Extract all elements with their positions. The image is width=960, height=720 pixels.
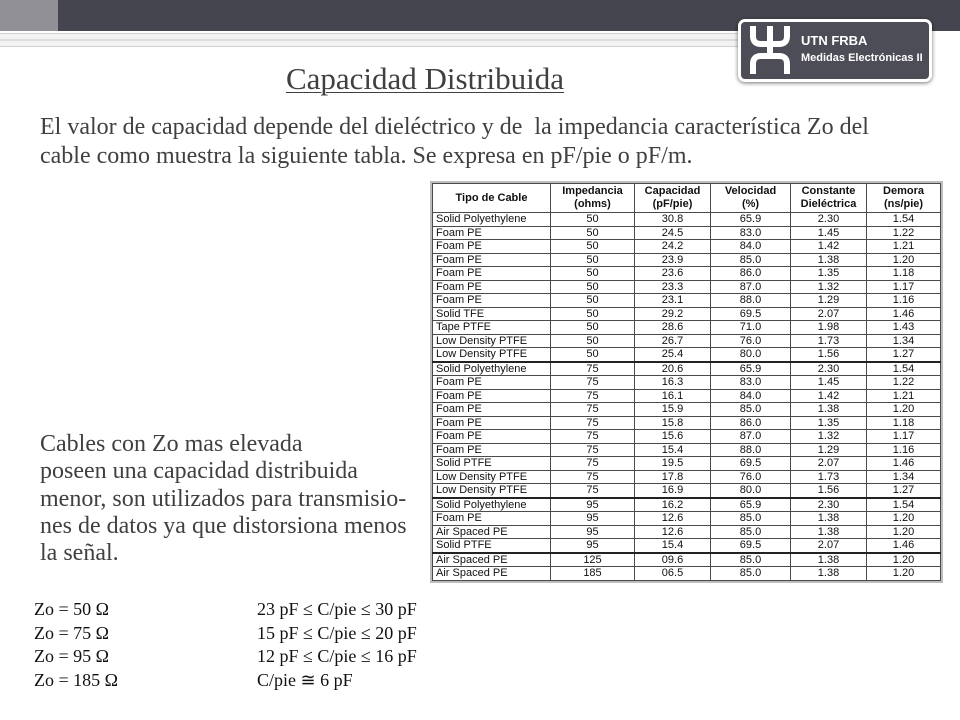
header-stripe-line — [0, 39, 742, 41]
cell-dielectric-constant: 1.42 — [791, 240, 867, 254]
cell-velocity: 86.0 — [711, 267, 791, 281]
cell-velocity: 80.0 — [711, 348, 791, 362]
table-row — [433, 525, 941, 539]
cell-velocity: 65.9 — [711, 498, 791, 512]
table-row — [433, 539, 941, 553]
cell-velocity: 85.0 — [711, 567, 791, 581]
cell-cable-type: Solid PTFE — [433, 539, 551, 553]
cell-impedance: 95 — [551, 525, 635, 539]
cell-delay: 1.20 — [867, 253, 941, 267]
cell-impedance: 95 — [551, 539, 635, 553]
cell-impedance: 50 — [551, 280, 635, 294]
cell-dielectric-constant: 1.38 — [791, 553, 867, 567]
cell-velocity: 69.5 — [711, 307, 791, 321]
cell-dielectric-constant: 2.07 — [791, 539, 867, 553]
header-text: Capacidad — [644, 185, 701, 197]
cell-delay: 1.22 — [867, 376, 941, 390]
cell-capacitance: 25.4 — [635, 348, 711, 362]
cell-dielectric-constant: 1.32 — [791, 280, 867, 294]
cell-impedance: 50 — [551, 321, 635, 335]
formula-capacitance-range: 15 pF ≤ C/pie ≤ 20 pF — [257, 622, 417, 643]
cell-delay: 1.20 — [867, 403, 941, 417]
cell-dielectric-constant: 1.45 — [791, 226, 867, 240]
cell-delay: 1.16 — [867, 443, 941, 457]
formula-capacitance-range: 23 pF ≤ C/pie ≤ 30 pF — [257, 599, 417, 619]
cell-delay: 1.21 — [867, 240, 941, 254]
table-header-row — [433, 184, 941, 213]
slide-title: Capacidad Distribuida — [285, 61, 565, 96]
table-row — [433, 498, 941, 512]
cell-dielectric-constant: 2.30 — [791, 362, 867, 376]
logo-org-text: UTN FRBA — [801, 33, 868, 48]
header-unit: (ns/pie) — [883, 198, 924, 210]
cell-cable-type: Foam PE — [433, 253, 551, 267]
table-row — [433, 240, 941, 254]
cell-capacitance: 23.6 — [635, 267, 711, 281]
cell-velocity: 69.5 — [711, 539, 791, 553]
cell-velocity: 87.0 — [711, 430, 791, 444]
cell-capacitance: 26.7 — [635, 334, 711, 348]
cell-capacitance: 30.8 — [635, 213, 711, 227]
table-row — [433, 457, 941, 471]
cell-dielectric-constant: 1.56 — [791, 484, 867, 498]
cell-cable-type: Low Density PTFE — [433, 348, 551, 362]
cable-table-frame — [430, 181, 943, 583]
note-paragraph — [40, 431, 407, 567]
cell-impedance: 50 — [551, 348, 635, 362]
header-unit: (ohms) — [574, 198, 611, 210]
header-text: Impedancia — [562, 185, 623, 197]
cell-cable-type: Low Density PTFE — [433, 470, 551, 484]
intro-paragraph — [40, 113, 869, 171]
cell-cable-type: Foam PE — [433, 403, 551, 417]
cell-capacitance: 16.1 — [635, 389, 711, 403]
table-row — [433, 294, 941, 308]
note-line: la señal. — [40, 540, 119, 567]
intro-line: El valor de capacidad depende del dieléctrico y de la impedancia característica Zo del — [40, 114, 869, 140]
cell-capacitance: 23.1 — [635, 294, 711, 308]
cell-velocity: 85.0 — [711, 553, 791, 567]
cell-delay: 1.34 — [867, 470, 941, 484]
cell-velocity: 71.0 — [711, 321, 791, 335]
table-row — [433, 376, 941, 390]
table-row — [433, 362, 941, 376]
cell-cable-type: Solid Polyethylene — [433, 362, 551, 376]
cell-capacitance: 09.6 — [635, 553, 711, 567]
cell-capacitance: 24.5 — [635, 226, 711, 240]
cell-dielectric-constant: 1.38 — [791, 403, 867, 417]
cell-delay: 1.21 — [867, 389, 941, 403]
cell-capacitance: 23.3 — [635, 280, 711, 294]
top-left-block — [0, 0, 58, 31]
cell-cable-type: Air Spaced PE — [433, 567, 551, 581]
header-velocity — [711, 184, 791, 213]
cell-capacitance: 28.6 — [635, 321, 711, 335]
cell-cable-type: Foam PE — [433, 267, 551, 281]
cell-impedance: 50 — [551, 307, 635, 321]
header-text: Velocidad — [724, 185, 777, 197]
formula-impedance: Zo = 95 Ω — [34, 646, 110, 667]
table-row — [433, 567, 941, 581]
table-row — [433, 403, 941, 417]
cell-dielectric-constant: 1.38 — [791, 253, 867, 267]
cell-delay: 1.20 — [867, 553, 941, 567]
cell-cable-type: Solid PTFE — [433, 457, 551, 471]
cell-cable-type: Foam PE — [433, 443, 551, 457]
cell-impedance: 75 — [551, 403, 635, 417]
cell-capacitance: 20.6 — [635, 362, 711, 376]
cell-impedance: 75 — [551, 443, 635, 457]
note-line: Cables con Zo mas elevada — [40, 431, 303, 457]
header-stripe-band — [0, 33, 742, 47]
formula-impedance: Zo = 75 Ω — [34, 622, 110, 643]
cell-dielectric-constant: 2.30 — [791, 213, 867, 227]
table-row — [433, 484, 941, 498]
formula-row — [34, 645, 417, 669]
cell-delay: 1.18 — [867, 267, 941, 281]
cell-impedance: 75 — [551, 470, 635, 484]
header-text: Constante — [801, 185, 856, 197]
cell-capacitance: 06.5 — [635, 567, 711, 581]
cell-delay: 1.16 — [867, 294, 941, 308]
cell-cable-type: Low Density PTFE — [433, 484, 551, 498]
header-impedance — [551, 184, 635, 213]
cell-delay: 1.27 — [867, 348, 941, 362]
header-capacitance — [635, 184, 711, 213]
formula-row — [34, 598, 417, 622]
cell-cable-type: Foam PE — [433, 240, 551, 254]
cell-velocity: 65.9 — [711, 362, 791, 376]
cell-velocity: 84.0 — [711, 389, 791, 403]
formula-impedance: Zo = 50 Ω — [34, 599, 110, 619]
cell-delay: 1.20 — [867, 525, 941, 539]
cell-delay: 1.46 — [867, 539, 941, 553]
formula-capacitance-range: 12 pF ≤ C/pie ≤ 16 pF — [257, 646, 417, 667]
cell-capacitance: 29.2 — [635, 307, 711, 321]
header-unit: (pF/pie) — [652, 198, 693, 210]
cell-impedance: 75 — [551, 457, 635, 471]
cell-velocity: 76.0 — [711, 470, 791, 484]
cell-delay: 1.54 — [867, 498, 941, 512]
cell-dielectric-constant: 1.32 — [791, 430, 867, 444]
header-text: Dieléctrica — [800, 198, 857, 210]
formula-list — [34, 598, 417, 693]
header-delay — [867, 184, 941, 213]
cell-capacitance: 19.5 — [635, 457, 711, 471]
cell-dielectric-constant: 1.56 — [791, 348, 867, 362]
cell-velocity: 65.9 — [711, 213, 791, 227]
cell-delay: 1.46 — [867, 457, 941, 471]
formula-capacitance-range: C/pie ≅ 6 pF — [257, 670, 353, 691]
cell-dielectric-constant: 1.29 — [791, 443, 867, 457]
cell-velocity: 85.0 — [711, 512, 791, 526]
cell-cable-type: Tape PTFE — [433, 321, 551, 335]
cell-velocity: 85.0 — [711, 253, 791, 267]
table-row — [433, 307, 941, 321]
table-row — [433, 470, 941, 484]
cell-impedance: 75 — [551, 389, 635, 403]
cell-cable-type: Foam PE — [433, 512, 551, 526]
cell-capacitance: 16.3 — [635, 376, 711, 390]
table-row — [433, 280, 941, 294]
cell-impedance: 50 — [551, 226, 635, 240]
cell-velocity: 88.0 — [711, 443, 791, 457]
header-cable-type — [433, 184, 551, 213]
table-row — [433, 389, 941, 403]
cell-dielectric-constant: 1.35 — [791, 416, 867, 430]
cell-cable-type: Foam PE — [433, 416, 551, 430]
cell-delay: 1.27 — [867, 484, 941, 498]
table-row — [433, 213, 941, 227]
cell-capacitance: 12.6 — [635, 512, 711, 526]
cell-capacitance: 15.9 — [635, 403, 711, 417]
cell-cable-type: Solid Polyethylene — [433, 498, 551, 512]
cell-dielectric-constant: 1.38 — [791, 567, 867, 581]
cell-capacitance: 15.6 — [635, 430, 711, 444]
cell-dielectric-constant: 1.98 — [791, 321, 867, 335]
cell-delay: 1.43 — [867, 321, 941, 335]
formula-row — [34, 622, 417, 646]
cell-capacitance: 16.2 — [635, 498, 711, 512]
cell-delay: 1.20 — [867, 512, 941, 526]
table-row — [433, 267, 941, 281]
cell-impedance: 75 — [551, 416, 635, 430]
cell-delay: 1.18 — [867, 416, 941, 430]
note-line: poseen una capacidad distribuida — [40, 458, 358, 485]
table-row — [433, 553, 941, 567]
note-line: menor, son utilizados para transmisio- — [40, 485, 407, 512]
logo-box — [738, 19, 932, 82]
cell-capacitance: 15.4 — [635, 443, 711, 457]
cell-velocity: 69.5 — [711, 457, 791, 471]
intro-line: cable como muestra la siguiente tabla. Se expresa en pF/pie o pF/m. — [40, 143, 693, 169]
cell-cable-type: Foam PE — [433, 226, 551, 240]
table-row — [433, 430, 941, 444]
cell-impedance: 50 — [551, 240, 635, 254]
cell-velocity: 87.0 — [711, 280, 791, 294]
table-row — [433, 253, 941, 267]
cell-velocity: 83.0 — [711, 226, 791, 240]
table-row — [433, 321, 941, 335]
header-unit: (%) — [741, 198, 760, 210]
cell-impedance: 95 — [551, 512, 635, 526]
note-line: nes de datos ya que distorsiona menos — [40, 512, 407, 539]
cell-cable-type: Low Density PTFE — [433, 334, 551, 348]
cell-dielectric-constant: 1.73 — [791, 470, 867, 484]
cell-dielectric-constant: 1.38 — [791, 512, 867, 526]
table-row — [433, 416, 941, 430]
cell-capacitance: 15.8 — [635, 416, 711, 430]
cell-dielectric-constant: 1.45 — [791, 376, 867, 390]
utn-emblem-icon — [748, 25, 792, 75]
cell-velocity: 76.0 — [711, 334, 791, 348]
header-dielectric-constant — [791, 184, 867, 213]
cell-velocity: 88.0 — [711, 294, 791, 308]
cell-delay: 1.46 — [867, 307, 941, 321]
table-row — [433, 512, 941, 526]
cell-impedance: 75 — [551, 362, 635, 376]
cell-cable-type: Foam PE — [433, 280, 551, 294]
cell-dielectric-constant: 1.73 — [791, 334, 867, 348]
table-row — [433, 334, 941, 348]
cell-capacitance: 15.4 — [635, 539, 711, 553]
cell-dielectric-constant: 2.07 — [791, 307, 867, 321]
cell-impedance: 50 — [551, 253, 635, 267]
cell-delay: 1.17 — [867, 430, 941, 444]
cell-dielectric-constant: 2.07 — [791, 457, 867, 471]
cell-cable-type: Air Spaced PE — [433, 553, 551, 567]
header-text: Tipo de Cable — [455, 191, 528, 204]
cell-impedance: 50 — [551, 334, 635, 348]
cell-cable-type: Foam PE — [433, 376, 551, 390]
cell-dielectric-constant: 2.30 — [791, 498, 867, 512]
cell-cable-type: Solid Polyethylene — [433, 213, 551, 227]
table-row — [433, 226, 941, 240]
formula-impedance: Zo = 185 Ω — [34, 670, 119, 691]
cell-cable-type: Solid TFE — [433, 307, 551, 321]
cell-impedance: 75 — [551, 430, 635, 444]
formula-row — [34, 669, 417, 693]
cell-velocity: 85.0 — [711, 525, 791, 539]
cell-capacitance: 12.6 — [635, 525, 711, 539]
cell-delay: 1.20 — [867, 567, 941, 581]
cell-cable-type: Foam PE — [433, 389, 551, 403]
cell-velocity: 84.0 — [711, 240, 791, 254]
cell-delay: 1.34 — [867, 334, 941, 348]
cable-table — [432, 183, 941, 581]
cell-dielectric-constant: 1.35 — [791, 267, 867, 281]
table-row — [433, 443, 941, 457]
cell-capacitance: 16.9 — [635, 484, 711, 498]
cell-delay: 1.54 — [867, 213, 941, 227]
cell-velocity: 83.0 — [711, 376, 791, 390]
cell-impedance: 125 — [551, 553, 635, 567]
cell-velocity: 85.0 — [711, 403, 791, 417]
cell-delay: 1.17 — [867, 280, 941, 294]
logo-course-text: Medidas Electrónicas II — [801, 52, 923, 64]
cell-cable-type: Foam PE — [433, 294, 551, 308]
table-row — [433, 348, 941, 362]
cell-velocity: 80.0 — [711, 484, 791, 498]
cell-impedance: 75 — [551, 484, 635, 498]
cell-dielectric-constant: 1.38 — [791, 525, 867, 539]
cell-impedance: 185 — [551, 567, 635, 581]
cell-impedance: 50 — [551, 213, 635, 227]
cell-velocity: 86.0 — [711, 416, 791, 430]
cell-impedance: 75 — [551, 376, 635, 390]
cell-capacitance: 17.8 — [635, 470, 711, 484]
cell-impedance: 50 — [551, 267, 635, 281]
header-text: Demora — [883, 185, 924, 197]
cell-capacitance: 23.9 — [635, 253, 711, 267]
cell-dielectric-constant: 1.42 — [791, 389, 867, 403]
cell-cable-type: Air Spaced PE — [433, 525, 551, 539]
cell-capacitance: 24.2 — [635, 240, 711, 254]
cell-dielectric-constant: 1.29 — [791, 294, 867, 308]
cell-delay: 1.54 — [867, 362, 941, 376]
cell-delay: 1.22 — [867, 226, 941, 240]
cell-cable-type: Foam PE — [433, 430, 551, 444]
cell-impedance: 95 — [551, 498, 635, 512]
cell-impedance: 50 — [551, 294, 635, 308]
